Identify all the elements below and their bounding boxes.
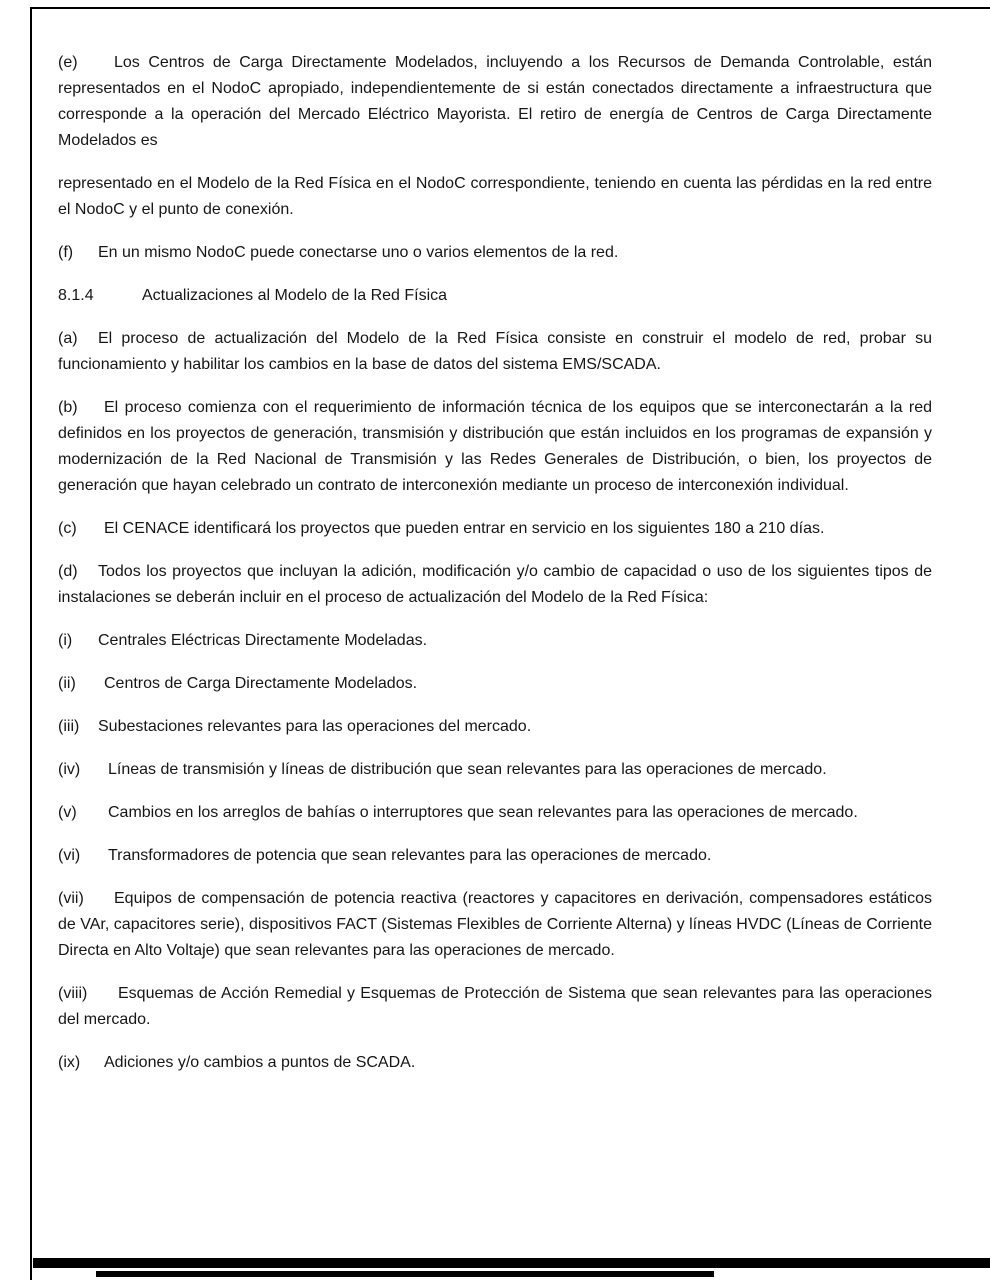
list-item-i	[58, 628, 932, 654]
paragraph-text: representado en el Modelo de la Red Física en el NodoC correspondiente, teniendo en cuenta las pérdidas en la red entre el NodoC y el punto de conexión.	[58, 175, 932, 218]
list-item-vi	[58, 843, 932, 869]
paragraph-text: En un mismo NodoC puede conectarse uno o varios elementos de la red.	[98, 244, 619, 261]
list-item-text: Adiciones y/o cambios a puntos de SCADA.	[104, 1054, 416, 1071]
list-item-text: Líneas de transmisión y líneas de distribución que sean relevantes para las operaciones de mercado.	[108, 761, 827, 778]
bottom-divider-bar	[33, 1258, 990, 1268]
list-item-text: Cambios en los arreglos de bahías o interruptores que sean relevantes para las operaciones de mercado.	[108, 804, 858, 821]
paragraph-d	[58, 559, 932, 611]
item-label: (c)	[58, 520, 77, 537]
list-item-viii	[58, 981, 932, 1033]
item-label: (ix)	[58, 1054, 81, 1071]
item-label: (i)	[58, 632, 73, 649]
document-page	[58, 50, 932, 1093]
list-item-v	[58, 800, 932, 826]
list-item-text: Esquemas de Acción Remedial y Esquemas de Protección de Sistema que sean relevantes para las operaciones del mercado.	[58, 985, 932, 1028]
paragraph-b	[58, 395, 932, 499]
list-item-iii	[58, 714, 932, 740]
paragraph-e	[58, 50, 932, 154]
item-label: (b)	[58, 399, 78, 416]
section-title: Actualizaciones al Modelo de la Red Física	[142, 287, 448, 304]
item-label: (e)	[58, 54, 78, 71]
list-item-ix	[58, 1050, 932, 1076]
paragraph-text: Los Centros de Carga Directamente Modelados, incluyendo a los Recursos de Demanda Controlable, están representados en el NodoC apropiado, independientemente de si están conectados directamente a infraestructura que corresponde a la operación del Mercado Eléctrico Mayorista. El retiro de energía de Centros de Carga Directamente Modelados es	[58, 54, 932, 149]
bottom-divider-bar-secondary	[96, 1271, 714, 1277]
section-heading-8-1-4	[58, 283, 932, 309]
list-item-text: Transformadores de potencia que sean relevantes para las operaciones de mercado.	[108, 847, 712, 864]
item-label: (ii)	[58, 675, 76, 692]
item-label: (vii)	[58, 890, 84, 907]
paragraph-text: El proceso de actualización del Modelo de la Red Física consiste en construir el modelo de red, probar su funcionamiento y habilitar los cambios en la base de datos del sistema EMS/SCADA.	[58, 330, 932, 373]
item-label: (f)	[58, 244, 74, 261]
list-item-text: Centros de Carga Directamente Modelados.	[104, 675, 418, 692]
paragraph-c	[58, 516, 932, 542]
page-border-top	[30, 7, 990, 9]
paragraph-f	[58, 240, 932, 266]
paragraph-text: El proceso comienza con el requerimiento de información técnica de los equipos que se interconectarán a la red definidos en los proyectos de generación, transmisión y distribución que están incluidos en los programas de expansión y modernización de la Red Nacional de Transmisión y las Redes Generales de Distribución, o bien, los proyectos de generación que hayan celebrado un contrato de interconexión mediante un proceso de interconexión individual.	[58, 399, 932, 494]
item-label: (iii)	[58, 718, 80, 735]
item-label: (d)	[58, 563, 78, 580]
item-label: (vi)	[58, 847, 81, 864]
list-item-text: Equipos de compensación de potencia reactiva (reactores y capacitores en derivación, compensadores estáticos de VAr, capacitores serie), dispositivos FACT (Sistemas Flexibles de Corriente Alterna) y líneas HVDC (Líneas de Corriente Directa en Alto Voltaje) que sean relevantes para las operaciones de mercado.	[58, 890, 932, 959]
page-border-left	[30, 7, 32, 1280]
paragraph-text: Todos los proyectos que incluyan la adición, modificación y/o cambio de capacidad o uso de los siguientes tipos de instalaciones se deberán incluir en el proceso de actualización del Modelo de la Red Física:	[58, 563, 932, 606]
list-item-text: Centrales Eléctricas Directamente Modeladas.	[98, 632, 428, 649]
list-item-ii	[58, 671, 932, 697]
item-label: (a)	[58, 330, 78, 347]
paragraph-a	[58, 326, 932, 378]
list-item-vii	[58, 886, 932, 964]
list-item-text: Subestaciones relevantes para las operaciones del mercado.	[98, 718, 532, 735]
item-label: (viii)	[58, 985, 88, 1002]
list-item-iv	[58, 757, 932, 783]
item-label: (iv)	[58, 761, 81, 778]
paragraph-text: El CENACE identificará los proyectos que pueden entrar en servicio en los siguientes 180 a 210 días.	[104, 520, 825, 537]
section-number: 8.1.4	[58, 287, 94, 304]
paragraph-e-continuation	[58, 171, 932, 223]
item-label: (v)	[58, 804, 77, 821]
